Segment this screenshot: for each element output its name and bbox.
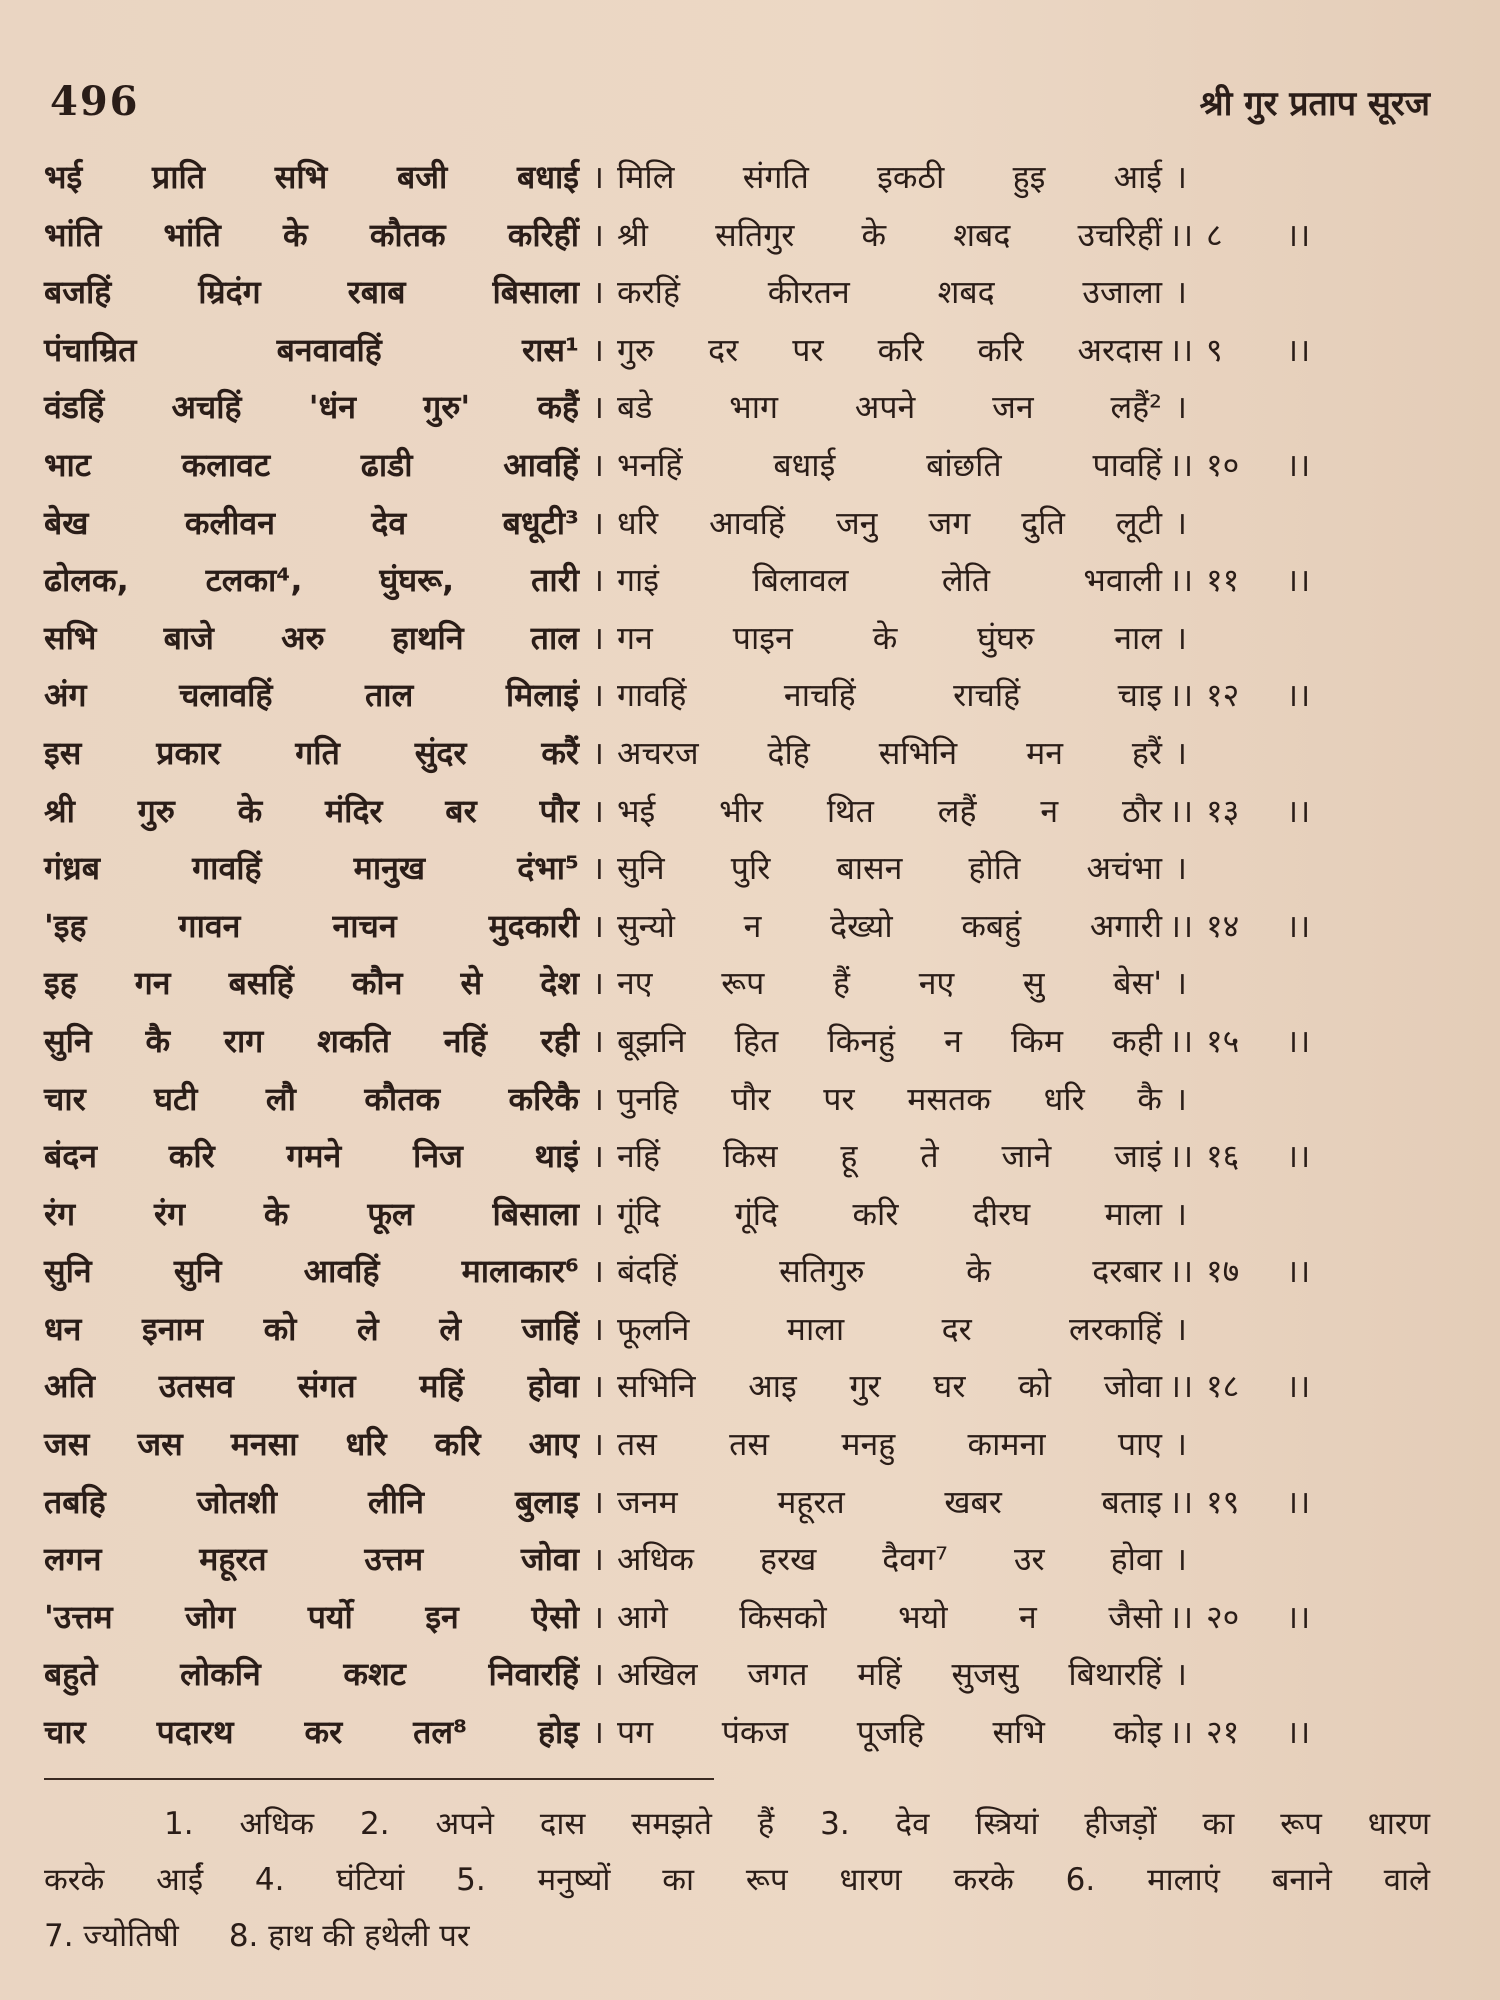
verse-number-end-mark: ।। (1286, 676, 1311, 715)
verse-number: १२ (1206, 676, 1240, 715)
verse-line (44, 846, 1430, 904)
verse-second-half: भनहिं बधाई बांछति पावहिं (617, 445, 1162, 484)
verse-line (44, 616, 1430, 674)
verse-second-half: अखिल जगत महिं सुजसु बिथारहिं (617, 1655, 1162, 1694)
verse-second-half: गाइं बिलावल लेति भवाली (617, 561, 1162, 600)
verse-second-half: पग पंकज पूजहि सभि कोइ (617, 1713, 1162, 1752)
verse-line (44, 1710, 1430, 1768)
verse-first-half: अंग चलावहिं ताल मिलाइं (44, 676, 579, 715)
verse-second-half: धरि आवहिं जनु जग दुति लूटी (617, 503, 1162, 542)
verse-line (44, 1364, 1430, 1422)
footnotes (44, 1796, 1430, 1964)
verse-first-half: 'इह गावन नाचन मुदकारी (44, 906, 579, 945)
verse-number-end-mark: ।। (1286, 215, 1311, 254)
verse-first-half: चार पदारथ कर तल⁸ होइ (44, 1713, 579, 1752)
verse-line (44, 1652, 1430, 1710)
verse-end-mark: ।। (1168, 1713, 1194, 1752)
verse-end-mark: ।। (1168, 1597, 1194, 1636)
verse-number: १७ (1206, 1252, 1240, 1291)
verse-first-half: बजहिं म्रिदंग रबाब बिसाला (44, 273, 579, 312)
verse-end-mark: ।। (1168, 906, 1194, 945)
verse-list (44, 155, 1430, 1768)
verse-line (44, 731, 1430, 789)
verse-number: १४ (1206, 906, 1240, 945)
verse-end-mark: । (1174, 1540, 1188, 1579)
verse-second-half: गूंदि गूंदि करि दीरघ माला (617, 1194, 1162, 1233)
danda-mark: । (591, 388, 605, 427)
verse-number-end-mark: ।। (1286, 1367, 1311, 1406)
verse-end-mark: ।। (1168, 791, 1194, 830)
danda-mark: । (591, 849, 605, 888)
verse-second-half: बंदहिं सतिगुरु के दरबार (617, 1252, 1162, 1291)
verse-second-half: नहिं किस हू ते जाने जाइं (617, 1137, 1162, 1176)
verse-number-end-mark: ।। (1286, 1482, 1311, 1521)
verse-number-end-mark: ।। (1286, 906, 1311, 945)
verse-second-half: भई भीर थित लहैं न ठौर (617, 791, 1162, 830)
verse-line (44, 443, 1430, 501)
verse-line (44, 673, 1430, 731)
verse-first-half: लगन महूरत उत्तम जोवा (44, 1540, 579, 1579)
danda-mark: । (591, 1079, 605, 1118)
verse-line (44, 1077, 1430, 1135)
danda-mark: । (591, 215, 605, 254)
verse-line (44, 328, 1430, 386)
verse-number: २१ (1206, 1713, 1240, 1752)
danda-mark: । (591, 733, 605, 772)
danda-mark: । (591, 1597, 605, 1636)
verse-second-half: सुनि पुरि बासन होति अचंभा (617, 849, 1162, 888)
verse-second-half: पुनहि पौर पर मसतक धरि कै (617, 1079, 1162, 1118)
verse-number-end-mark: ।। (1286, 445, 1311, 484)
verse-number: १८ (1206, 1367, 1240, 1406)
verse-number: १६ (1206, 1137, 1240, 1176)
verse-second-half: बूझनि हित किनहुं न किम कही (617, 1021, 1162, 1060)
verse-number: २० (1206, 1597, 1240, 1636)
danda-mark: । (591, 158, 605, 196)
danda-mark: । (591, 1655, 605, 1694)
verse-end-mark: ।। (1168, 1367, 1194, 1406)
verse-second-half: बडे भाग अपने जन लहैं² (617, 388, 1162, 427)
verse-line (44, 1422, 1430, 1480)
danda-mark: । (591, 1540, 605, 1579)
verse-number-end-mark: ।। (1286, 1713, 1311, 1752)
verse-line (44, 1192, 1430, 1250)
verse-end-mark: ।। (1168, 215, 1194, 254)
verse-line (44, 1480, 1430, 1538)
verse-line (44, 961, 1430, 1019)
verse-second-half: नए रूप हैं नए सु बेस' (617, 964, 1162, 1003)
verse-end-mark: ।। (1168, 330, 1194, 369)
verse-line (44, 385, 1430, 443)
danda-mark: । (591, 676, 605, 715)
verse-number-end-mark: ।। (1286, 1597, 1311, 1636)
verse-first-half: सुनि सुनि आवहिं मालाकार⁶ (44, 1252, 579, 1291)
verse-line (44, 1537, 1430, 1595)
danda-mark: । (591, 1137, 605, 1176)
footnote-rule (44, 1778, 714, 1780)
verse-first-half: बहुते लोकनि कशट निवारहिं (44, 1655, 579, 1694)
verse-end-mark: ।। (1168, 1137, 1194, 1176)
verse-end-mark: ।। (1168, 1021, 1194, 1060)
verse-end-mark: । (1174, 1194, 1188, 1233)
verse-end-mark: । (1174, 388, 1188, 427)
verse-end-mark: । (1174, 1079, 1188, 1118)
verse-line (44, 501, 1430, 559)
verse-number-end-mark: ।। (1286, 791, 1311, 830)
danda-mark: । (591, 1367, 605, 1406)
verse-end-mark: ।। (1168, 1482, 1194, 1521)
verse-first-half: अति उतसव संगत महिं होवा (44, 1367, 579, 1406)
verse-line (44, 558, 1430, 616)
verse-first-half: चार घटी लौ कौतक करिकै (44, 1079, 579, 1118)
verse-number-end-mark: ।। (1286, 1137, 1311, 1176)
verse-line (44, 1019, 1430, 1077)
verse-first-half: ढोलक, टलका⁴, घुंघरू, तारी (44, 561, 579, 600)
verse-first-half: रंग रंग के फूल बिसाला (44, 1194, 579, 1233)
verse-number: ८ (1206, 215, 1223, 254)
verse-second-half: गावहिं नाचहिं राचहिं चाइ (617, 676, 1162, 715)
verse-number: १९ (1206, 1482, 1240, 1521)
verse-number-end-mark: ।। (1286, 330, 1311, 369)
verse-first-half: इह गन बसहिं कौन से देश (44, 964, 579, 1003)
verse-line (44, 1307, 1430, 1365)
verse-second-half: गुरु दर पर करि करि अरदास (617, 330, 1162, 369)
verse-first-half: गंध्रब गावहिं मानुख दंभा⁵ (44, 849, 579, 888)
verse-number-end-mark: ।। (1286, 1021, 1311, 1060)
verse-first-half: श्री गुरु के मंदिर बर पौर (44, 791, 579, 830)
danda-mark: । (591, 1309, 605, 1348)
verse-first-half: 'उत्तम जोग पर्यो इन ऐसो (44, 1597, 579, 1636)
verse-first-half: भाट कलावट ढाडी आवहिं (44, 445, 579, 484)
verse-number: ११ (1206, 561, 1240, 600)
verse-first-half: सुनि कै राग शकति नहिं रही (44, 1021, 579, 1060)
verse-number-end-mark: ।। (1286, 1252, 1311, 1291)
verse-second-half: सभिनि आइ गुर घर को जोवा (617, 1367, 1162, 1406)
verse-end-mark: । (1174, 158, 1188, 196)
verse-end-mark: ।। (1168, 1252, 1194, 1291)
verse-end-mark: । (1174, 618, 1188, 657)
verse-end-mark: । (1174, 849, 1188, 888)
verse-second-half: मिलि संगति इकठी हुइ आई (617, 158, 1162, 196)
verse-line (44, 1134, 1430, 1192)
verse-end-mark: । (1174, 1309, 1188, 1348)
danda-mark: । (591, 618, 605, 657)
danda-mark: । (591, 1482, 605, 1521)
footnote-item: 7. ज्योतिषी (44, 1917, 179, 1954)
verse-number: ९ (1206, 330, 1223, 369)
verse-second-half: अचरज देहि सभिनि मन हरैं (617, 733, 1162, 772)
footnote-line: 1. अधिक 2. अपने दास समझते हैं 3. देव स्त्रियां हीजड़ों का रूप धारण (164, 1805, 1430, 1842)
verse-second-half: फूलनि माला दर लरकाहिं (617, 1309, 1162, 1348)
verse-first-half: भई प्राति सभि बजी बधाई (44, 158, 579, 196)
verse-number-end-mark: ।। (1286, 561, 1311, 600)
verse-end-mark: । (1174, 733, 1188, 772)
verse-number: १० (1206, 445, 1240, 484)
verse-end-mark: ।। (1168, 445, 1194, 484)
danda-mark: । (591, 273, 605, 312)
danda-mark: । (591, 1713, 605, 1752)
footnote-line: करके आईं 4. घंटियां 5. मनुष्यों का रूप धारण करके 6. मालाएं बनाने वाले (44, 1861, 1430, 1898)
footnote-line (44, 1908, 1430, 1964)
verse-second-half: सुन्यो न देख्यो कबहुं अगारी (617, 906, 1162, 945)
verse-first-half: इस प्रकार गति सुंदर करैं (44, 733, 579, 772)
danda-mark: । (591, 561, 605, 600)
verse-line (44, 1595, 1430, 1653)
verse-first-half: वंडहिं अचहिं 'धंन गुरु' कहैं (44, 388, 579, 427)
verse-end-mark: । (1174, 1655, 1188, 1694)
page-header (44, 78, 1430, 125)
danda-mark: । (591, 1021, 605, 1060)
verse-second-half: तस तस मनहु कामना पाए (617, 1425, 1162, 1464)
verse-first-half: पंचाम्रित बनवावहिं रास¹ (44, 330, 579, 369)
danda-mark: । (591, 791, 605, 830)
verse-number: १३ (1206, 791, 1240, 830)
verse-second-half: जनम महूरत खबर बताइ (617, 1482, 1162, 1521)
danda-mark: । (591, 906, 605, 945)
verse-first-half: जस जस मनसा धरि करि आए (44, 1425, 579, 1464)
verse-end-mark: । (1174, 964, 1188, 1003)
verse-number: १५ (1206, 1021, 1240, 1060)
danda-mark: । (591, 1194, 605, 1233)
danda-mark: । (591, 1425, 605, 1464)
verse-line (44, 270, 1430, 328)
verse-end-mark: । (1174, 1425, 1188, 1464)
verse-second-half: अधिक हरख दैवग⁷ उर होवा (617, 1540, 1162, 1579)
danda-mark: । (591, 503, 605, 542)
verse-second-half: करहिं कीरतन शबद उजाला (617, 273, 1162, 312)
verse-line (44, 1249, 1430, 1307)
verse-first-half: तबहि जोतशी लीनि बुलाइ (44, 1482, 579, 1521)
verse-first-half: सभि बाजे अरु हाथनि ताल (44, 618, 579, 657)
verse-end-mark: । (1174, 503, 1188, 542)
verse-end-mark: । (1174, 273, 1188, 312)
verse-end-mark: ।। (1168, 561, 1194, 600)
verse-line (44, 904, 1430, 962)
verse-second-half: गन पाइन के घुंघरु नाल (617, 618, 1162, 657)
verse-first-half: धन इनाम को ले ले जाहिं (44, 1309, 579, 1348)
verse-line (44, 155, 1430, 213)
page-number: 496 (50, 78, 140, 125)
danda-mark: । (591, 964, 605, 1003)
danda-mark: । (591, 445, 605, 484)
verse-line (44, 213, 1430, 271)
danda-mark: । (591, 330, 605, 369)
verse-first-half: भांति भांति के कौतक करिहीं (44, 215, 579, 254)
verse-second-half: आगे किसको भयो न जैसो (617, 1597, 1162, 1636)
running-title: श्री गुर प्रताप सूरज (1199, 84, 1430, 124)
verse-line (44, 789, 1430, 847)
verse-first-half: बंदन करि गमने निज थाइं (44, 1137, 579, 1176)
danda-mark: । (591, 1252, 605, 1291)
verse-first-half: बेख कलीवन देव बधूटी³ (44, 503, 579, 542)
verse-second-half: श्री सतिगुर के शबद उचरिहीं (617, 215, 1162, 254)
verse-end-mark: ।। (1168, 676, 1194, 715)
footnote-item: 8. हाथ की हथेली पर (228, 1917, 470, 1954)
